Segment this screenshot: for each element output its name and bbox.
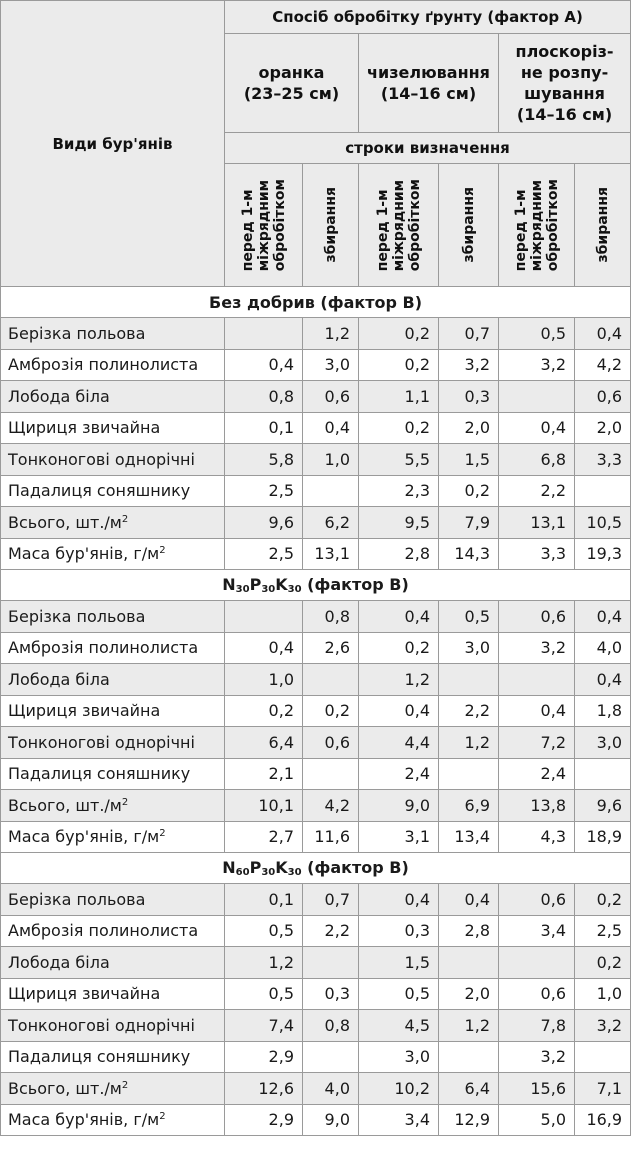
species-name: Маса бур'янів, $г/м^2$ bbox=[1, 1104, 225, 1136]
value-cell: 7,8 bbox=[499, 1010, 575, 1042]
table-row bbox=[1, 790, 631, 822]
value-cell: 2,9 bbox=[225, 1104, 303, 1136]
table-row bbox=[1, 601, 631, 633]
value-cell: 7,4 bbox=[225, 1010, 303, 1042]
species-name: Лобода біла bbox=[1, 947, 225, 979]
method-header: плоскоріз- не розпу- шування (14–16 см) bbox=[499, 34, 631, 133]
value-cell: 0,8 bbox=[303, 1010, 359, 1042]
value-cell: 0,4 bbox=[225, 632, 303, 664]
table-row bbox=[1, 947, 631, 979]
value-cell bbox=[303, 758, 359, 790]
section-title: $N_{30}P_{30}K_{30}$ (фактор В) bbox=[1, 570, 631, 601]
value-cell: 3,2 bbox=[499, 349, 575, 381]
value-cell: 0,8 bbox=[303, 601, 359, 633]
timing-label: збирання bbox=[460, 187, 477, 263]
value-cell: 0,2 bbox=[575, 947, 631, 979]
value-cell: 0,4 bbox=[499, 412, 575, 444]
value-cell: 0,5 bbox=[225, 915, 303, 947]
species-name: Амброзія полинолиста bbox=[1, 349, 225, 381]
species-name: Берізка польова bbox=[1, 601, 225, 633]
value-cell: 1,0 bbox=[575, 978, 631, 1010]
value-cell bbox=[439, 1041, 499, 1073]
value-cell: 0,2 bbox=[359, 632, 439, 664]
species-name: Амброзія полинолиста bbox=[1, 632, 225, 664]
value-cell: 1,0 bbox=[303, 444, 359, 476]
value-cell: 2,9 bbox=[225, 1041, 303, 1073]
value-cell: 0,3 bbox=[303, 978, 359, 1010]
value-cell: 2,5 bbox=[225, 538, 303, 570]
value-cell bbox=[575, 1041, 631, 1073]
value-cell: 13,4 bbox=[439, 821, 499, 853]
value-cell: 0,6 bbox=[303, 727, 359, 759]
value-cell: 7,1 bbox=[575, 1073, 631, 1105]
species-name: Амброзія полинолиста bbox=[1, 915, 225, 947]
species-name: Всього, $шт./м^2$ bbox=[1, 1073, 225, 1105]
table-header bbox=[1, 1, 631, 287]
value-cell: 0,5 bbox=[439, 601, 499, 633]
value-cell: 19,3 bbox=[575, 538, 631, 570]
value-cell: 3,0 bbox=[439, 632, 499, 664]
species-name: Тонконогові однорічні bbox=[1, 444, 225, 476]
species-name: Тонконогові однорічні bbox=[1, 727, 225, 759]
value-cell: 0,6 bbox=[499, 978, 575, 1010]
timing-column-header bbox=[499, 164, 575, 287]
value-cell: 0,4 bbox=[575, 318, 631, 350]
value-cell: 4,2 bbox=[575, 349, 631, 381]
value-cell: 15,6 bbox=[499, 1073, 575, 1105]
value-cell: 2,0 bbox=[439, 978, 499, 1010]
value-cell: 6,8 bbox=[499, 444, 575, 476]
value-cell: 9,6 bbox=[225, 507, 303, 539]
value-cell: 6,4 bbox=[439, 1073, 499, 1105]
value-cell: 13,8 bbox=[499, 790, 575, 822]
species-name: Падалиця соняшнику bbox=[1, 758, 225, 790]
value-cell: 0,4 bbox=[359, 884, 439, 916]
value-cell: 0,2 bbox=[359, 318, 439, 350]
species-name: Всього, $шт./м^2$ bbox=[1, 507, 225, 539]
value-cell: 0,1 bbox=[225, 884, 303, 916]
value-cell: 2,7 bbox=[225, 821, 303, 853]
value-cell: 3,0 bbox=[303, 349, 359, 381]
table-row bbox=[1, 1104, 631, 1136]
value-cell: 2,0 bbox=[439, 412, 499, 444]
table-body bbox=[1, 287, 631, 1136]
value-cell: 3,4 bbox=[359, 1104, 439, 1136]
value-cell: 16,9 bbox=[575, 1104, 631, 1136]
value-cell: 4,3 bbox=[499, 821, 575, 853]
value-cell: 3,2 bbox=[439, 349, 499, 381]
value-cell bbox=[575, 758, 631, 790]
value-cell: 0,1 bbox=[225, 412, 303, 444]
species-name: Маса бур'янів, $г/м^2$ bbox=[1, 821, 225, 853]
species-name: Лобода біла bbox=[1, 664, 225, 696]
species-name: Тонконогові однорічні bbox=[1, 1010, 225, 1042]
value-cell: 2,2 bbox=[439, 695, 499, 727]
table-row bbox=[1, 475, 631, 507]
species-name: Щириця звичайна bbox=[1, 412, 225, 444]
value-cell: 10,1 bbox=[225, 790, 303, 822]
value-cell bbox=[303, 475, 359, 507]
value-cell: 1,2 bbox=[359, 664, 439, 696]
value-cell bbox=[575, 475, 631, 507]
value-cell bbox=[303, 1041, 359, 1073]
value-cell: 13,1 bbox=[303, 538, 359, 570]
value-cell: 1,2 bbox=[439, 727, 499, 759]
value-cell: 0,4 bbox=[225, 349, 303, 381]
value-cell: 6,2 bbox=[303, 507, 359, 539]
value-cell: 2,2 bbox=[303, 915, 359, 947]
table-row bbox=[1, 915, 631, 947]
value-cell: 0,4 bbox=[439, 884, 499, 916]
value-cell: 0,4 bbox=[575, 601, 631, 633]
value-cell: 0,6 bbox=[499, 601, 575, 633]
species-name: Маса бур'янів, $г/м^2$ bbox=[1, 538, 225, 570]
value-cell bbox=[225, 601, 303, 633]
table-row bbox=[1, 507, 631, 539]
value-cell: 4,5 bbox=[359, 1010, 439, 1042]
value-cell: 0,2 bbox=[303, 695, 359, 727]
table-row bbox=[1, 695, 631, 727]
species-name: Берізка польова bbox=[1, 318, 225, 350]
value-cell: 0,4 bbox=[499, 695, 575, 727]
value-cell: 2,8 bbox=[439, 915, 499, 947]
value-cell: 14,3 bbox=[439, 538, 499, 570]
value-cell: 2,6 bbox=[303, 632, 359, 664]
value-cell: 9,0 bbox=[303, 1104, 359, 1136]
value-cell: 1,5 bbox=[359, 947, 439, 979]
species-name: Лобода біла bbox=[1, 381, 225, 413]
value-cell: 10,5 bbox=[575, 507, 631, 539]
value-cell: 3,0 bbox=[575, 727, 631, 759]
value-cell bbox=[499, 381, 575, 413]
table-row bbox=[1, 1041, 631, 1073]
method-header: оранка (23–25 см) bbox=[225, 34, 359, 133]
value-cell: 9,5 bbox=[359, 507, 439, 539]
value-cell: 5,5 bbox=[359, 444, 439, 476]
timing-label: перед 1-м міжрядним обробітком bbox=[239, 178, 288, 272]
value-cell: 1,8 bbox=[575, 695, 631, 727]
timing-column-header bbox=[575, 164, 631, 287]
value-cell: 0,4 bbox=[359, 601, 439, 633]
value-cell: 6,4 bbox=[225, 727, 303, 759]
value-cell: 0,2 bbox=[439, 475, 499, 507]
method-header: чизелювання (14–16 см) bbox=[359, 34, 499, 133]
species-name: Падалиця соняшнику bbox=[1, 475, 225, 507]
value-cell: 1,2 bbox=[439, 1010, 499, 1042]
timing-column-header bbox=[439, 164, 499, 287]
value-cell: 0,7 bbox=[439, 318, 499, 350]
value-cell: 1,2 bbox=[303, 318, 359, 350]
table-row bbox=[1, 444, 631, 476]
value-cell bbox=[499, 947, 575, 979]
value-cell: 3,1 bbox=[359, 821, 439, 853]
value-cell: 0,2 bbox=[359, 349, 439, 381]
factor-a-header: Спосіб обробітку ґрунту (фактор А) bbox=[225, 1, 631, 34]
value-cell: 3,2 bbox=[499, 632, 575, 664]
table-row bbox=[1, 538, 631, 570]
value-cell: 3,0 bbox=[359, 1041, 439, 1073]
value-cell: 3,2 bbox=[499, 1041, 575, 1073]
timing-header: строки визначення bbox=[225, 133, 631, 164]
table-row bbox=[1, 727, 631, 759]
value-cell: 2,0 bbox=[575, 412, 631, 444]
value-cell: 2,2 bbox=[499, 475, 575, 507]
species-name: Падалиця соняшнику bbox=[1, 1041, 225, 1073]
value-cell: 7,9 bbox=[439, 507, 499, 539]
table-row bbox=[1, 758, 631, 790]
value-cell: 0,6 bbox=[303, 381, 359, 413]
value-cell: 0,7 bbox=[303, 884, 359, 916]
value-cell: 4,2 bbox=[303, 790, 359, 822]
value-cell: 0,5 bbox=[225, 978, 303, 1010]
value-cell: 1,2 bbox=[225, 947, 303, 979]
value-cell: 6,9 bbox=[439, 790, 499, 822]
table-row bbox=[1, 664, 631, 696]
value-cell: 2,8 bbox=[359, 538, 439, 570]
value-cell: 12,9 bbox=[439, 1104, 499, 1136]
value-cell: 0,4 bbox=[359, 695, 439, 727]
value-cell: 3,3 bbox=[499, 538, 575, 570]
value-cell: 0,3 bbox=[359, 915, 439, 947]
value-cell: 0,2 bbox=[225, 695, 303, 727]
table-row bbox=[1, 884, 631, 916]
value-cell: 3,3 bbox=[575, 444, 631, 476]
value-cell: 5,8 bbox=[225, 444, 303, 476]
value-cell: 2,4 bbox=[359, 758, 439, 790]
section-title: $N_{60}P_{30}K_{30}$ (фактор В) bbox=[1, 853, 631, 884]
table-row bbox=[1, 412, 631, 444]
value-cell: 1,1 bbox=[359, 381, 439, 413]
value-cell bbox=[439, 664, 499, 696]
value-cell bbox=[439, 758, 499, 790]
value-cell: 0,6 bbox=[499, 884, 575, 916]
timing-column-header bbox=[359, 164, 439, 287]
value-cell: 1,5 bbox=[439, 444, 499, 476]
table-row bbox=[1, 318, 631, 350]
table-row bbox=[1, 381, 631, 413]
value-cell: 2,3 bbox=[359, 475, 439, 507]
value-cell: 9,0 bbox=[359, 790, 439, 822]
value-cell: 3,4 bbox=[499, 915, 575, 947]
timing-label: збирання bbox=[322, 187, 339, 263]
value-cell bbox=[225, 318, 303, 350]
value-cell: 13,1 bbox=[499, 507, 575, 539]
section-row bbox=[1, 287, 631, 318]
value-cell: 0,3 bbox=[439, 381, 499, 413]
species-name: Берізка польова bbox=[1, 884, 225, 916]
table-row bbox=[1, 349, 631, 381]
value-cell: 0,2 bbox=[359, 412, 439, 444]
species-name: Щириця звичайна bbox=[1, 978, 225, 1010]
value-cell: 0,4 bbox=[303, 412, 359, 444]
value-cell bbox=[303, 947, 359, 979]
value-cell bbox=[303, 664, 359, 696]
value-cell: 0,6 bbox=[575, 381, 631, 413]
timing-column-header bbox=[303, 164, 359, 287]
table-row bbox=[1, 1073, 631, 1105]
value-cell: 9,6 bbox=[575, 790, 631, 822]
timing-label: перед 1-м міжрядним обробітком bbox=[374, 178, 423, 272]
value-cell: 4,0 bbox=[303, 1073, 359, 1105]
timing-label: збирання bbox=[594, 187, 611, 263]
table-row bbox=[1, 632, 631, 664]
value-cell: 18,9 bbox=[575, 821, 631, 853]
value-cell: 0,4 bbox=[575, 664, 631, 696]
value-cell: 2,4 bbox=[499, 758, 575, 790]
table-row bbox=[1, 978, 631, 1010]
value-cell: 0,5 bbox=[359, 978, 439, 1010]
table-row bbox=[1, 821, 631, 853]
table-row bbox=[1, 1010, 631, 1042]
value-cell: 12,6 bbox=[225, 1073, 303, 1105]
species-column-header: Види бур'янів bbox=[1, 1, 225, 287]
value-cell: 7,2 bbox=[499, 727, 575, 759]
value-cell: 0,2 bbox=[575, 884, 631, 916]
section-row bbox=[1, 570, 631, 601]
value-cell: 3,2 bbox=[575, 1010, 631, 1042]
value-cell: 5,0 bbox=[499, 1104, 575, 1136]
value-cell: 2,5 bbox=[575, 915, 631, 947]
value-cell: 2,1 bbox=[225, 758, 303, 790]
value-cell bbox=[499, 664, 575, 696]
value-cell: 11,6 bbox=[303, 821, 359, 853]
value-cell: 1,0 bbox=[225, 664, 303, 696]
timing-column-header bbox=[225, 164, 303, 287]
section-row bbox=[1, 853, 631, 884]
value-cell: 0,5 bbox=[499, 318, 575, 350]
species-name: Щириця звичайна bbox=[1, 695, 225, 727]
section-title: Без добрив (фактор В) bbox=[1, 287, 631, 318]
value-cell: 10,2 bbox=[359, 1073, 439, 1105]
value-cell: 0,8 bbox=[225, 381, 303, 413]
value-cell: 4,4 bbox=[359, 727, 439, 759]
value-cell: 2,5 bbox=[225, 475, 303, 507]
timing-label: перед 1-м міжрядним обробітком bbox=[512, 178, 561, 272]
species-name: Всього, $шт./м^2$ bbox=[1, 790, 225, 822]
value-cell bbox=[439, 947, 499, 979]
value-cell: 4,0 bbox=[575, 632, 631, 664]
